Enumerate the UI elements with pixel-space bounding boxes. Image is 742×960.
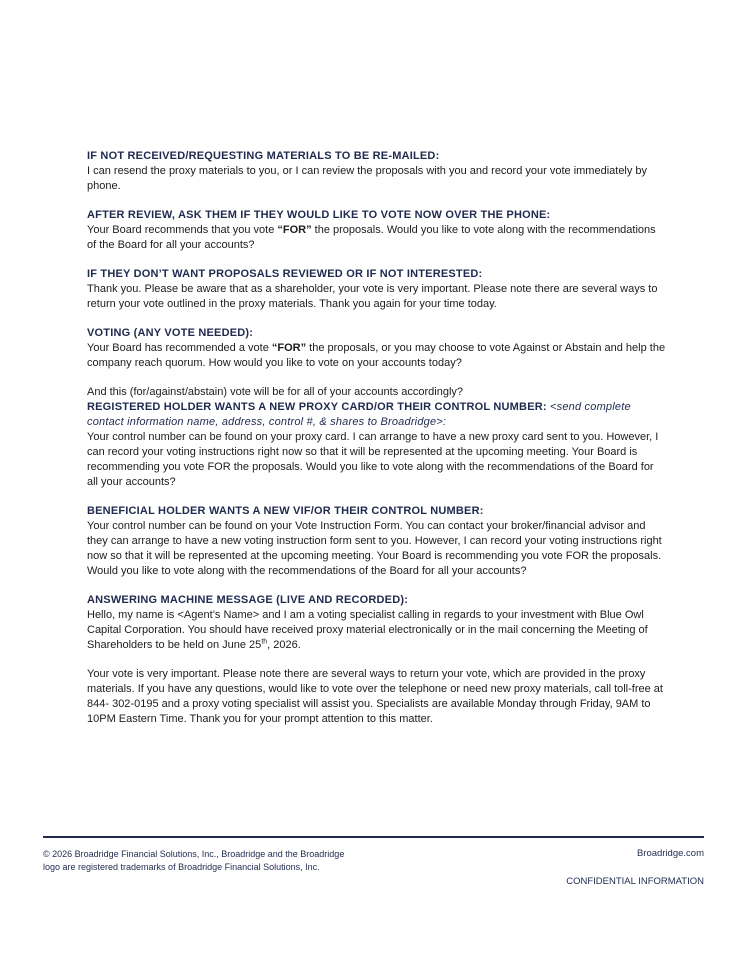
section-heading: ANSWERING MACHINE MESSAGE (LIVE AND RECORDED): xyxy=(87,594,409,606)
section-heading: IF THEY DON’T WANT PROPOSALS REVIEWED OR IF NOT INTERESTED: xyxy=(87,268,483,280)
section-after-review xyxy=(87,208,667,253)
footer-divider xyxy=(43,836,704,838)
section-heading: REGISTERED HOLDER WANTS A NEW PROXY CARD/OR THEIR CONTROL NUMBER: <send complete contact information name, address, control #, & shares to Broadridge>: xyxy=(87,401,631,428)
section-body: Thank you. Please be aware that as a shareholder, your vote is very important. Please note there are several ways to return your vote outlined in the proxy materials. Thank you again for your time today. xyxy=(87,283,658,310)
heading-note: <send complete contact information name, address, control #, & shares to Broadridge>: xyxy=(87,401,631,428)
footer-confidential: CONFIDENTIAL INFORMATION xyxy=(566,876,704,887)
section-not-received xyxy=(87,149,667,194)
section-followup: Your vote is very important. Please note there are several ways to return your vote, which are provided in the proxy materials. If you have any questions, would like to vote over the telephone or need new proxy materials, call toll-free at 844- 302-0195 and a proxy voting specialist will assist you. Specialists are available Monday through Friday, 9AM to 10PM Eastern Time. Thank you for your prompt attention to this matter. xyxy=(87,668,663,725)
script-content xyxy=(87,149,667,741)
section-body: Your Board has recommended a vote “FOR” the proposals, or you may choose to vote Against or Abstain and help the company reach quorum. How would you like to vote on your accounts today? xyxy=(87,342,666,369)
section-heading: VOTING (ANY VOTE NEEDED): xyxy=(87,327,254,339)
section-answering-machine xyxy=(87,593,667,727)
section-body: Your control number can be found on your proxy card. I can arrange to have a new proxy card sent to you. However, I can record your voting instructions right now so that it will be represented at the upcoming meeting. Your Board is recommending you vote FOR the proposals. Would you like to vote along with the recommendations of the Board for all your accounts? xyxy=(87,431,659,488)
section-voting xyxy=(87,326,667,400)
section-body: I can resend the proxy materials to you, or I can review the proposals with you and record your vote immediately by phone. xyxy=(87,165,648,192)
section-not-interested xyxy=(87,267,667,312)
section-heading: AFTER REVIEW, ASK THEM IF THEY WOULD LIKE TO VOTE NOW OVER THE PHONE: xyxy=(87,209,551,221)
section-body: Your control number can be found on your Vote Instruction Form. You can contact your broker/financial advisor and they can arrange to have a new voting instruction form sent to you. However, I can record your voting instructions right now so that it will be represented at the upcoming meeting. Your Board is recommending you vote FOR the proposals. Would you like to vote along with the recommendations of the Board for all your accounts? xyxy=(87,520,662,577)
section-heading: BENEFICIAL HOLDER WANTS A NEW VIF/OR THEIR CONTROL NUMBER: xyxy=(87,505,484,517)
footer-copyright: © 2026 Broadridge Financial Solutions, Inc., Broadridge and the Broadridge logo are registered trademarks of Broadridge Financial Solutions, Inc. xyxy=(43,849,345,872)
section-beneficial-holder xyxy=(87,504,667,579)
section-registered-holder xyxy=(87,400,667,490)
section-heading: IF NOT RECEIVED/REQUESTING MATERIALS TO BE RE-MAILED: xyxy=(87,150,440,162)
section-followup: And this (for/against/abstain) vote will be for all of your accounts accordingly? xyxy=(87,386,464,398)
section-body: Your Board recommends that you vote “FOR” the proposals. Would you like to vote along with the recommendations of the Board for all your accounts? xyxy=(87,224,656,251)
footer-website: Broadridge.com xyxy=(636,848,704,859)
section-body: Hello, my name is <Agent’s Name> and I am a voting specialist calling in regards to your investment with Blue Owl Capital Corporation. You should have received proxy material electronically or in the mail concerning the Meeting of Shareholders to be held on June 25th, 2026. xyxy=(87,609,648,651)
